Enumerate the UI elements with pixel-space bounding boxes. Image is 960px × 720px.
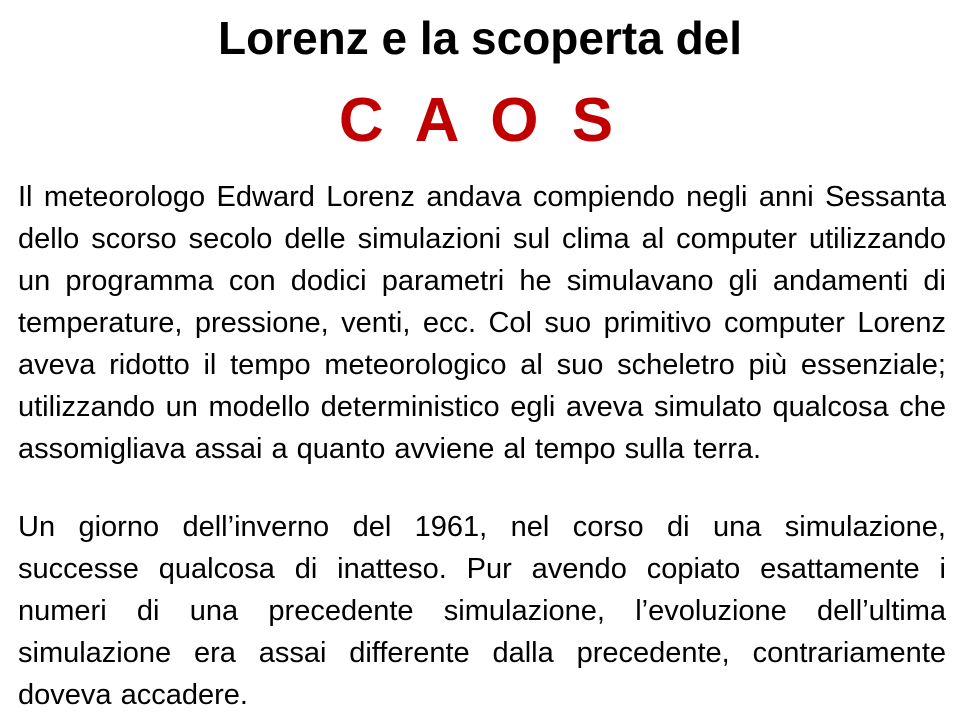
slide-title: Lorenz e la scoperta del <box>217 12 743 64</box>
paragraph-1: Il meteorologo Edward Lorenz andava compiendo negli anni Sessanta dello scorso secolo delle simulazioni sul clima al computer utilizzando un programma con dodici parametri he simulavano gli andamenti di temperature, pressione, venti, ecc. Col suo primitivo computer Lorenz aveva ridotto il tempo meteorologico al suo scheletro più essenziale; utilizzando un modello deterministico egli aveva simulato qualcosa che assomigliava assai a quanto avviene al tempo sulla terra. <box>18 181 946 465</box>
slide-subtitle: C A O S <box>338 86 622 155</box>
paragraph-2: Un giorno dell’inverno del 1961, nel corso di una simulazione, successe qualcosa di inatteso. Pur avendo copiato esattamente i numeri di una precedente simulazione, l’evoluzione dell’ultima simulazione era assai differente dalla precedente, contrariamente doveva accadere. <box>18 511 946 711</box>
